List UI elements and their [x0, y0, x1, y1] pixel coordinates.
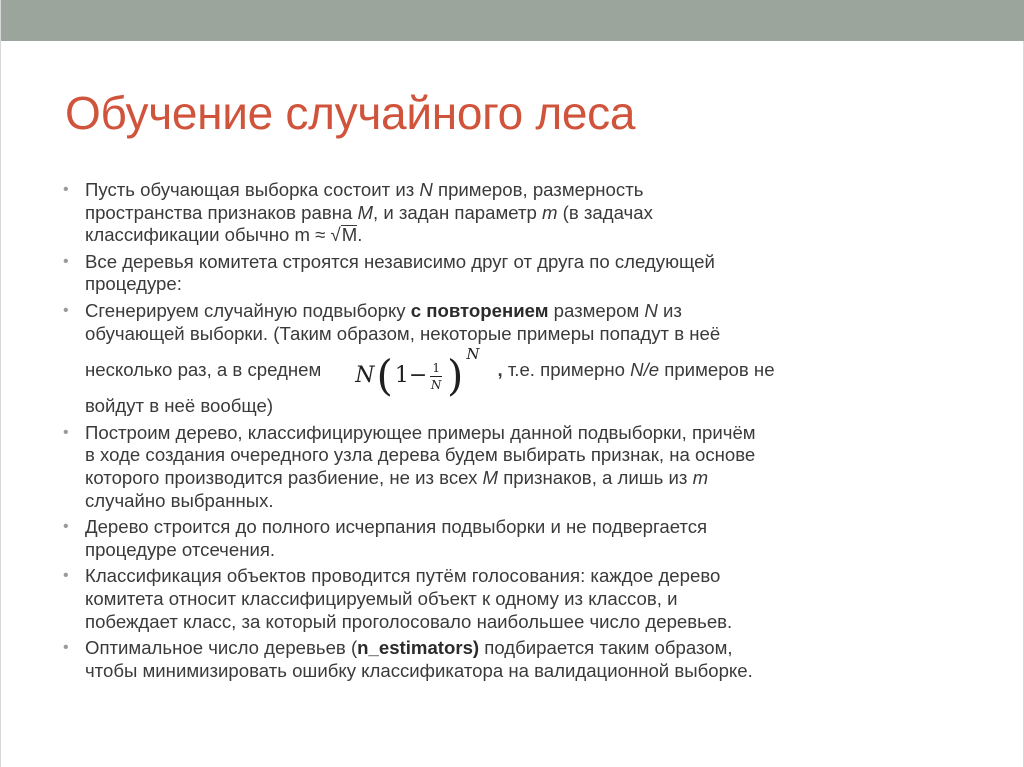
bullet-line: пространства признаков равна M, и задан параметр m (в задачах — [85, 201, 653, 223]
bullet-line-formula: несколько раз, а в среднем N ( 1 − $\frac{1}{N}$ ) N , т.е. примерно N/e примеров не — [85, 344, 775, 401]
bullet-line: процедуре: — [85, 273, 182, 295]
bullet-line: классификации обычно m ≈ √M. — [85, 224, 363, 246]
bullet-line: Пусть обучающая выборка состоит из N примеров, размерность — [85, 179, 644, 200]
bullet-item — [63, 422, 963, 512]
top-bar — [1, 0, 1024, 41]
bullet-item — [63, 516, 963, 561]
sqrt-symbol: √ — [330, 224, 341, 246]
bullet-line: Построим дерево, классифицирующее примеры данной подвыборки, причём — [85, 421, 756, 443]
bullet-icon: • — [63, 301, 69, 319]
bullet-icon: • — [63, 567, 69, 585]
bullet-line: Оптимальное число деревьев (n_estimators) подбирается таким образом, — [85, 637, 733, 659]
bullet-line: Классификация объектов проводится путём голосования: каждое дерево — [85, 565, 721, 587]
bullet-icon: • — [63, 639, 69, 657]
bullet-icon: • — [63, 518, 69, 536]
math-formula: N ( 1 − $\frac{1}{N}$ ) N — [355, 344, 480, 401]
bullet-line: войдут в неё вообще) — [85, 395, 274, 417]
bullet-item — [63, 637, 963, 682]
bullet-line: в ходе создания очередного узла дерева будем выбирать признак, на основе — [85, 444, 756, 466]
bullet-line: процедуре отсечения. — [85, 538, 276, 560]
slide-title: Обучение случайного леса — [65, 87, 636, 139]
bullet-line: чтобы минимизировать ошибку классификатора на валидационной выборке. — [85, 659, 753, 681]
bullet-item — [63, 251, 963, 296]
bullet-line: Все деревья комитета строятся независимо друг от друга по следующей — [85, 250, 715, 272]
bullet-line: случайно выбранных. — [85, 489, 274, 511]
bullet-icon: • — [63, 252, 69, 270]
bullet-item — [63, 179, 963, 247]
bullet-line: обучающей выборки. (Таким образом, некоторые примеры попадут в неё — [85, 322, 721, 344]
bullet-list — [63, 179, 963, 686]
bullet-line: Дерево строится до полного исчерпания подвыборки и не подвергается — [85, 516, 708, 538]
bullet-icon: • — [63, 181, 69, 198]
fraction: $\frac{1}{N}$ — [430, 360, 442, 392]
bullet-item — [63, 565, 963, 633]
bullet-line: которого производится разбиение, не из всех M признаков, а лишь из m — [85, 466, 709, 488]
bullet-line: побеждает класс, за который проголосовало наибольшее число деревьев. — [85, 610, 733, 632]
bullet-icon: • — [63, 423, 69, 441]
bullet-item — [63, 300, 963, 418]
bullet-line: Сгенерируем случайную подвыборку с повторением размером N из — [85, 299, 682, 321]
bullet-line: комитета относит классифицируемый объект к одному из классов, и — [85, 587, 678, 609]
